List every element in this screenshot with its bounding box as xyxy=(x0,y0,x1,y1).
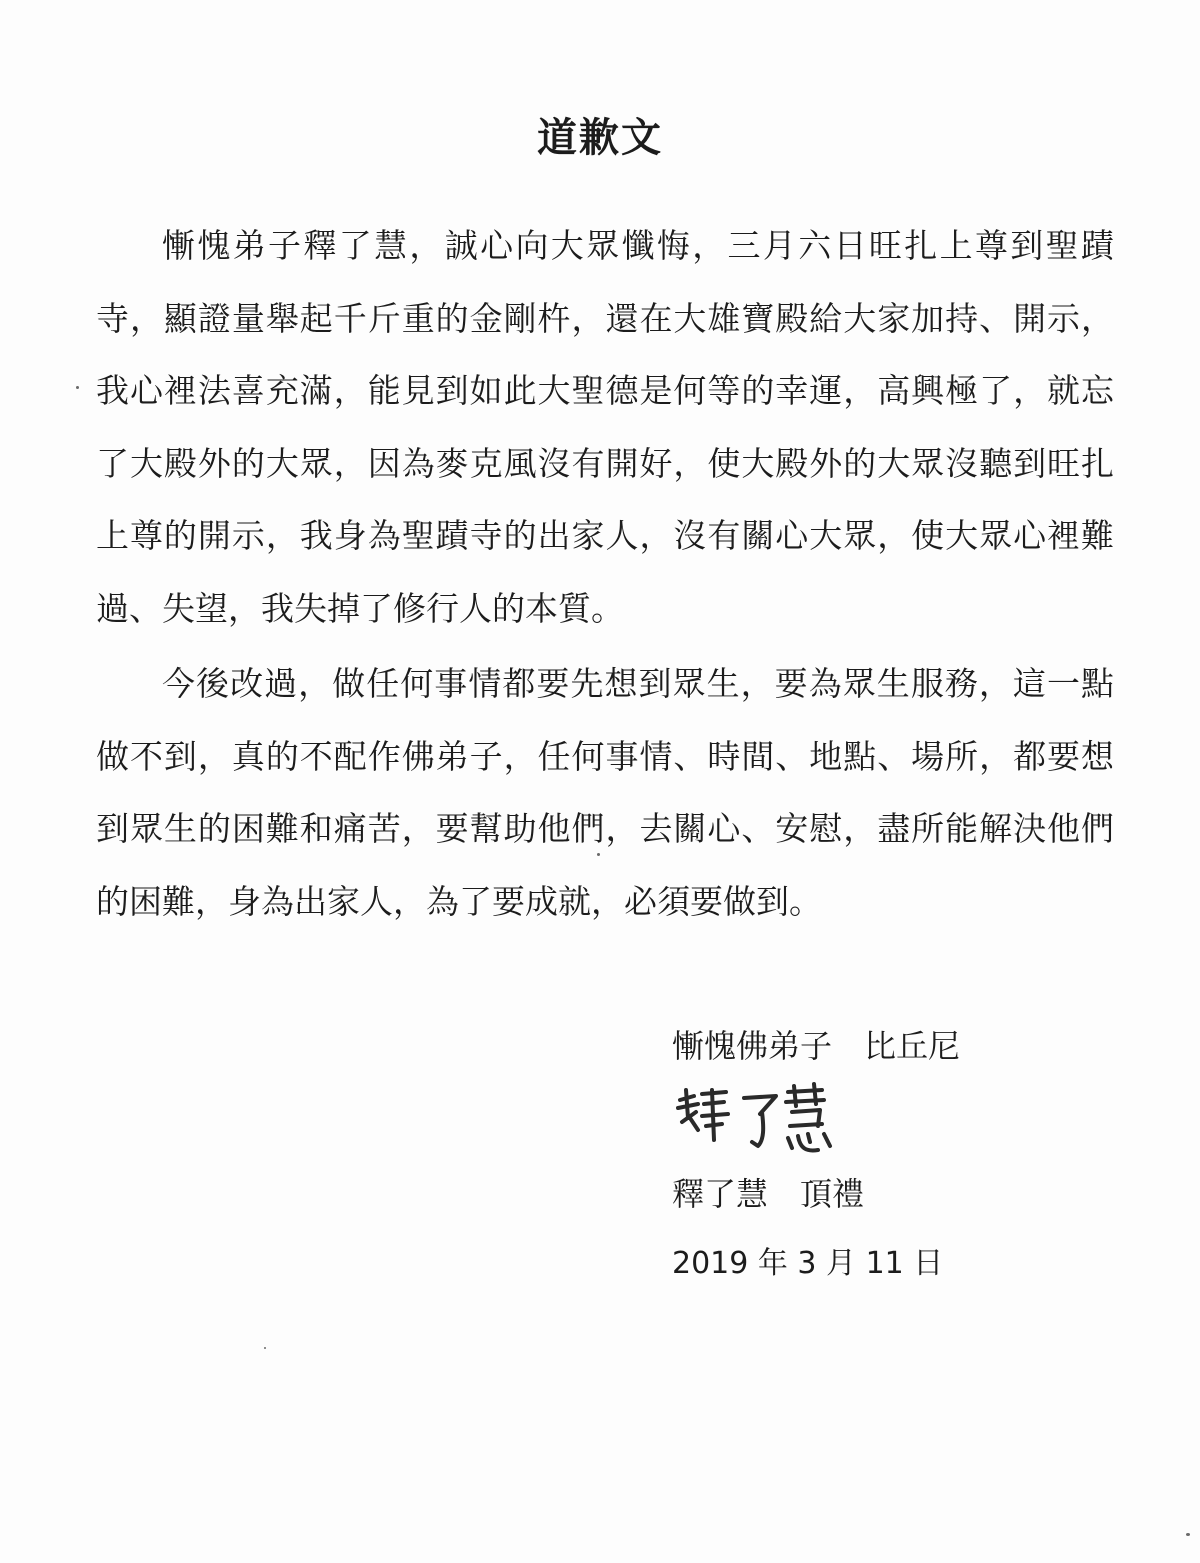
paragraph-2: 今後改過，做任何事情都要先想到眾生，要為眾生服務，這一點做不到，真的不配作佛弟子，任何事情、時間、地點、場所，都要想到眾生的困難和痛苦，要幫助他們，去關心、安慰，盡所能解決他們的困難，身為出家人，為了要成就，必須要做到。 xyxy=(96,664,1114,921)
signature-date: 2019 年 3 月 11 日 xyxy=(672,1246,944,1281)
document-title: 道歉文 xyxy=(537,115,663,161)
signature-role-line: 慚愧佛弟子 比丘尼 xyxy=(672,1027,961,1065)
scan-speck xyxy=(264,1347,266,1349)
handwritten-signature xyxy=(672,1078,842,1168)
scan-speck xyxy=(76,386,79,389)
paragraph-1: 慚愧弟子釋了慧，誠心向大眾懺悔，三月六日旺扎上尊到聖蹟寺，顯證量舉起千斤重的金剛杵，還在大雄寶殿給大家加持、開示，我心裡法喜充滿，能見到如此大聖德是何等的幸運，高興極了，就忘了大殿外的大眾，因為麥克風沒有開好，使大殿外的大眾沒聽到旺扎上尊的開示，我身為聖蹟寺的出家人，沒有關心大眾，使大眾心裡難過、失望，我失掉了修行人的本質。 xyxy=(96,226,1114,628)
scan-speck xyxy=(1186,1533,1190,1536)
signature-name-line: 釋了慧 頂禮 xyxy=(672,1175,865,1213)
scan-speck xyxy=(597,853,600,856)
